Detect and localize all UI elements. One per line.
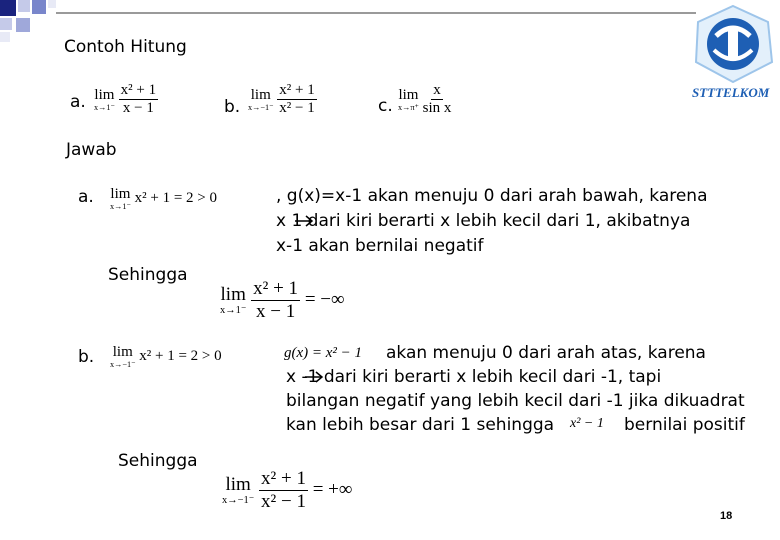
jawab-a-text-line3: x-1 akan bernilai negatif	[276, 236, 484, 256]
page-number: 18	[720, 510, 733, 522]
example-a-formula: lim x→1⁻ $\frac{\text{x² + 1}}{x - 1}$	[94, 82, 157, 116]
logo-text: STTTELKOM	[692, 85, 770, 100]
jawab-b-text-line2: x -1 dari kiri berarti x lebih kecil dari -1, tapi	[286, 367, 662, 387]
example-c-formula: lim x→π⁺ $\frac{x}{\text{sin x}}$	[398, 82, 452, 116]
jawab-a-text-line2: x 1 dari kiri berarti x lebih kecil dari 1, akibatnya	[276, 211, 691, 231]
deco-square	[0, 32, 10, 42]
example-a-label: a.	[70, 92, 86, 112]
jawab-b-formula: lim x→−1⁻ x² + 1 = 2 > 0	[110, 344, 222, 369]
arrow-right-icon	[294, 215, 314, 227]
jawab-b-result-formula: lim x→−1⁻ $\frac{\text{x² + 1}}{\text{x² − 1}}$ = +∞	[222, 468, 353, 512]
deco-square	[32, 0, 46, 14]
g-function-formula: g(x) = x² − 1	[284, 345, 363, 361]
deco-square	[18, 0, 30, 12]
jawab-b-label: b.	[78, 347, 95, 367]
jawab-heading: Jawab	[66, 140, 117, 160]
jawab-a-text-line1: , g(x)=x-1 akan menuju 0 dari arah bawah, karena	[276, 186, 708, 206]
jawab-b-text-line1: akan menuju 0 dari arah atas, karena	[386, 343, 706, 363]
deco-square	[0, 18, 12, 30]
example-b-formula: lim x→−1⁻ $\frac{\text{x² + 1}}{\text{x² − 1}}$	[248, 82, 315, 116]
deco-square	[16, 18, 30, 32]
example-c-label: c.	[378, 96, 393, 116]
jawab-b-text-line4a: kan lebih besar dari 1 sehingga	[286, 415, 555, 435]
deco-square	[0, 0, 16, 16]
arrow-right-icon	[304, 371, 324, 383]
deco-square	[48, 0, 56, 8]
jawab-b-text-line4b: bernilai positif	[624, 415, 745, 435]
jawab-a-result-formula: lim x→1⁻ $\frac{\text{x² + 1}}{x - 1}$ = −∞	[220, 278, 345, 322]
header-rule	[56, 12, 696, 14]
sehingga-1: Sehingga	[108, 265, 188, 285]
jawab-a-label: a.	[78, 187, 94, 207]
example-b-label: b.	[224, 97, 241, 117]
sehingga-2: Sehingga	[118, 451, 198, 471]
jawab-a-formula: lim x→1⁻ x² + 1 = 2 > 0	[110, 186, 217, 211]
inline-x2-minus-1: x² − 1	[570, 416, 604, 431]
jawab-b-text-line3: bilangan negatif yang lebih kecil dari -1 jika dikuadrat	[286, 391, 745, 411]
page-title: Contoh Hitung	[64, 37, 187, 57]
